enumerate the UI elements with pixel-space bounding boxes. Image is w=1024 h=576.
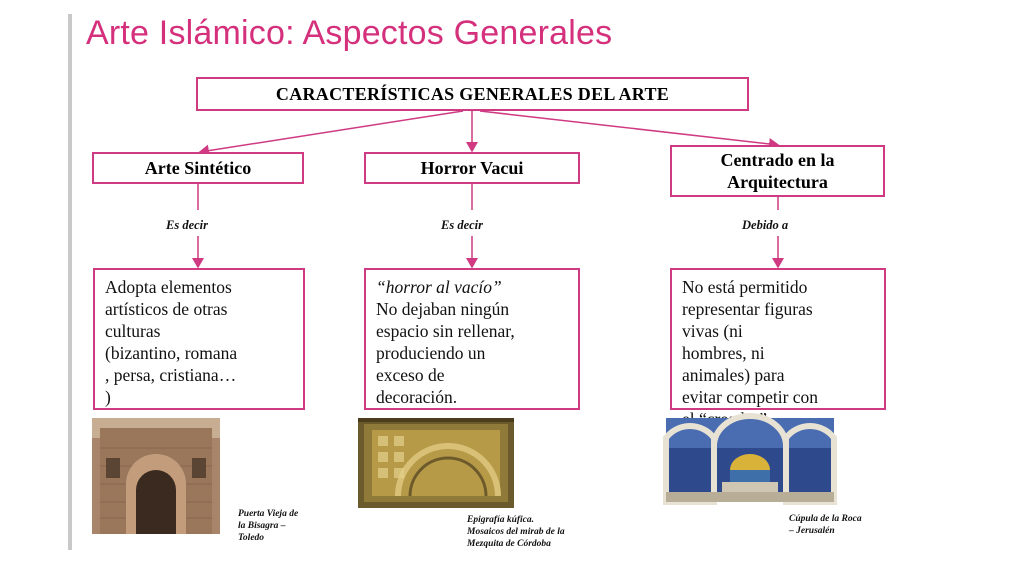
- caption-line: Mosaicos del mirab de la: [467, 527, 565, 537]
- desc-line: No dejaban ningún: [376, 299, 510, 319]
- branch-arquitectura: [670, 145, 885, 197]
- arch-gate-photo: [92, 418, 220, 534]
- desc-line: espacio sin rellenar,: [376, 321, 515, 341]
- desc-line: animales) para: [682, 365, 785, 385]
- desc-line: vivas (ni: [682, 321, 743, 341]
- branch-arquitectura-line-2: Arquitectura: [727, 172, 828, 192]
- branch-arte-sintetico: Arte Sintético: [92, 152, 304, 184]
- caption-line: la Bisagra –: [238, 521, 286, 531]
- arrow-to-arquitectura: [480, 111, 778, 145]
- desc-line-quote: “horror al vacío”: [376, 277, 502, 297]
- arrow-to-arte-sintetico: [200, 111, 463, 152]
- description-arquitectura: [670, 268, 886, 410]
- desc-line: decoración.: [376, 387, 458, 407]
- caption-line: Toledo: [238, 533, 265, 543]
- desc-line: produciendo un: [376, 343, 486, 363]
- slide-title: Arte Islámico: Aspectos Generales: [86, 14, 613, 52]
- branch-horror-vacui: Horror Vacui: [364, 152, 580, 184]
- connector-label-1: Es decir: [166, 218, 209, 232]
- root-box: CARACTERÍSTICAS GENERALES DEL ARTE: [196, 77, 749, 111]
- branch-arquitectura-line-1: Centrado en la: [720, 150, 835, 170]
- caption-line: Mezquita de Córdoba: [467, 539, 551, 549]
- desc-line: representar figuras: [682, 299, 813, 319]
- desc-line: (bizantino, romana: [105, 343, 238, 363]
- connector-label-2: Es decir: [441, 218, 484, 232]
- caption-dome: [789, 513, 899, 537]
- desc-line: ): [105, 387, 111, 407]
- mosaic-photo: [358, 418, 514, 508]
- caption-line: Epigrafía kúfica.: [467, 515, 535, 525]
- caption-mosaic: [467, 514, 627, 550]
- description-arte-sintetico: [93, 268, 305, 410]
- caption-arch-gate: [238, 508, 333, 544]
- desc-line: No está permitido: [682, 277, 808, 297]
- description-horror-vacui: [364, 268, 580, 410]
- caption-line: – Jerusalén: [789, 526, 835, 536]
- caption-line: Cúpula de la Roca: [789, 514, 862, 524]
- desc-line: culturas: [105, 321, 161, 341]
- caption-line: Puerta Vieja de: [238, 509, 299, 519]
- dome-of-the-rock-photo: [666, 418, 834, 502]
- desc-line: artísticos de otras: [105, 299, 228, 319]
- desc-line: hombres, ni: [682, 343, 765, 363]
- connector-label-3: Debido a: [742, 218, 789, 232]
- desc-line: , persa, cristiana…: [105, 365, 237, 385]
- desc-line: Adopta elementos: [105, 277, 232, 297]
- desc-line: exceso de: [376, 365, 445, 385]
- desc-line: evitar competir con: [682, 387, 819, 407]
